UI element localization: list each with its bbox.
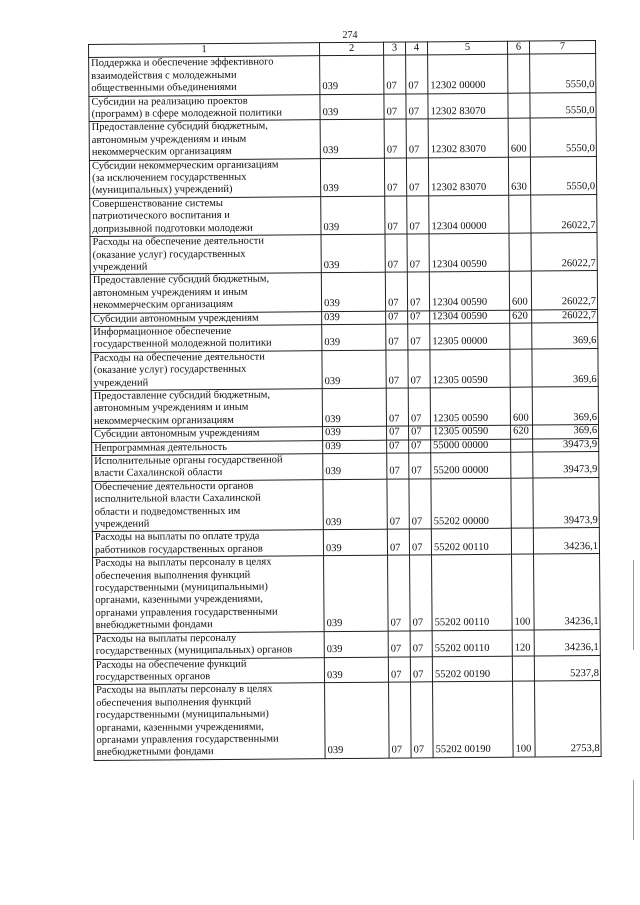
subsection-code: 07 <box>409 453 431 479</box>
amount-value: 2753,8 <box>535 681 602 757</box>
row-description <box>93 631 324 659</box>
table-row <box>93 554 601 633</box>
main-admin-code: 039 <box>323 453 387 479</box>
description-line: Расходы на выплаты персоналу <box>95 632 237 645</box>
main-admin-code: 039 <box>322 388 386 427</box>
column-header: 2 <box>319 42 383 56</box>
description-line: учреждений <box>94 518 150 530</box>
table-row <box>91 386 598 428</box>
description-line: государственных (муниципальных) органов <box>95 644 293 658</box>
expense-type-code <box>509 233 531 271</box>
description-line: некоммерческим организациям <box>93 414 234 427</box>
scan-edge-line <box>633 780 634 840</box>
description-line: Расходы на выплаты персоналу в целях <box>95 556 272 570</box>
main-admin-code: 039 <box>321 196 385 235</box>
amount-value: 369,6 <box>532 348 598 387</box>
subsection-code: 07 <box>407 196 429 234</box>
row-description <box>94 683 326 760</box>
expense-type-code <box>511 439 533 453</box>
main-admin-code: 039 <box>320 120 384 159</box>
table-row <box>92 452 599 482</box>
description-line: Исполнительные органы государственной <box>94 454 283 467</box>
table-row <box>90 271 597 313</box>
target-article-code: 55202 00110 <box>432 554 513 630</box>
section-code: 07 <box>387 426 409 440</box>
description-line: Субсидии автономным учреждениям <box>93 312 259 325</box>
main-admin-code: 039 <box>323 479 387 530</box>
main-admin-code: 039 <box>324 657 388 683</box>
table-row <box>89 156 596 198</box>
amount-value: 39473,9 <box>533 452 599 478</box>
description-line: Субсидии автономным учреждениям <box>94 427 260 441</box>
description-line: органами управления государственными <box>96 733 279 746</box>
description-line: Расходы на выплаты по оплате труда <box>94 531 260 544</box>
row-description <box>89 94 320 122</box>
description-line: внебюджетными фондами <box>95 619 213 632</box>
description-line: Предоставление субсидий бюджетным, <box>93 389 271 402</box>
row-description <box>89 56 320 96</box>
description-line: государственной молодежной политики <box>93 337 272 351</box>
expense-type-code: 600 <box>508 118 530 156</box>
table-row <box>93 655 600 685</box>
section-code: 07 <box>388 555 411 631</box>
description-line: органами, казенными учреждениями, <box>95 594 263 607</box>
row-description <box>93 556 325 633</box>
description-line: (программ) в сфере молодежной политики <box>91 107 283 121</box>
amount-value: 369,6 <box>533 425 599 439</box>
column-header: 6 <box>507 41 529 55</box>
subsection-code: 07 <box>409 426 431 440</box>
main-admin-code: 039 <box>322 350 386 389</box>
row-description <box>92 530 323 558</box>
row-description <box>91 350 322 390</box>
column-header: 3 <box>383 42 405 56</box>
table-row <box>89 92 596 122</box>
amount-value: 369,6 <box>532 386 598 425</box>
description-line: (за исключением государственных <box>92 171 247 185</box>
target-article-code: 12305 00590 <box>430 387 510 426</box>
description-line: работников государственных органов <box>94 543 263 556</box>
expense-type-code <box>509 195 531 233</box>
amount-value: 34236,1 <box>534 629 600 655</box>
description-line: Расходы на обеспечение деятельности <box>92 235 264 249</box>
target-article-code: 12302 83070 <box>428 157 508 196</box>
description-line: (муниципальных) учреждений) <box>92 184 233 197</box>
main-admin-code: 039 <box>323 530 387 556</box>
subsection-code: 07 <box>407 272 429 310</box>
amount-value: 34236,1 <box>534 554 601 630</box>
table-row <box>92 528 599 558</box>
description-line: Расходы на выплаты персоналу в целях <box>96 683 273 697</box>
main-admin-code: 039 <box>325 682 390 758</box>
subsection-code: 07 <box>410 555 433 631</box>
section-code: 07 <box>389 682 412 758</box>
table-row <box>90 194 597 236</box>
row-description <box>92 454 323 482</box>
section-code: 07 <box>385 196 407 234</box>
description-line: автономным учреждениям и иным <box>92 286 248 299</box>
expense-type-code: 100 <box>513 681 536 757</box>
amount-value: 39473,9 <box>533 477 599 528</box>
expense-type-code: 100 <box>512 554 535 630</box>
section-code: 07 <box>386 350 408 388</box>
target-article-code: 55202 00190 <box>432 656 512 682</box>
target-article-code: 12302 83070 <box>428 119 508 158</box>
target-article-code: 12304 00000 <box>429 195 509 234</box>
amount-value: 5237,8 <box>534 655 600 681</box>
description-line: (оказание услуг) государственных <box>92 248 246 261</box>
description-line: некоммерческим организациям <box>91 146 232 159</box>
expense-type-code <box>508 54 530 92</box>
amount-value: 5550,0 <box>530 156 596 195</box>
column-header: 1 <box>89 43 320 58</box>
table-body <box>89 54 602 760</box>
expense-type-code <box>508 93 530 119</box>
column-header: 5 <box>427 41 507 55</box>
section-code: 07 <box>388 631 410 657</box>
main-admin-code: 039 <box>320 158 384 197</box>
target-article-code: 12304 00590 <box>429 233 509 272</box>
description-line: государственными (муниципальными) <box>96 708 269 722</box>
subsection-code: 07 <box>406 157 428 195</box>
amount-value: 26022,7 <box>532 309 598 323</box>
expense-type-code: 620 <box>511 425 533 439</box>
description-line: Субсидии на реализацию проектов <box>91 95 248 108</box>
table-row <box>93 629 600 659</box>
description-line: автономным учреждениям и иным <box>93 402 249 415</box>
description-line: патриотического воспитания и <box>92 210 230 223</box>
description-line: учреждений <box>92 261 148 273</box>
scan-edge-line <box>633 560 634 650</box>
expense-type-code <box>512 656 534 682</box>
target-article-code: 55202 00110 <box>432 630 512 656</box>
column-header: 4 <box>405 42 427 56</box>
target-article-code: 55202 00000 <box>431 478 511 529</box>
row-description <box>89 158 320 198</box>
section-code: 07 <box>384 119 406 157</box>
expense-type-code: 600 <box>509 271 531 309</box>
description-line: Предоставление субсидий бюджетным, <box>91 121 268 134</box>
subsection-code: 07 <box>408 388 430 426</box>
description-line: органами, казенными учреждениями, <box>96 721 264 734</box>
description-line: автономным учреждениям и иным <box>91 133 247 146</box>
row-description <box>91 325 322 353</box>
description-line: Субсидии некоммерческим организациям <box>91 159 279 172</box>
description-line: Информационное обеспечение <box>93 325 232 338</box>
main-admin-code: 039 <box>322 324 386 350</box>
section-code: 07 <box>387 479 409 530</box>
subsection-code: 07 <box>409 529 431 555</box>
description-line: Поддержка и обеспечение эффективного <box>91 56 274 70</box>
expense-type-code: 620 <box>510 310 532 324</box>
table-row <box>94 681 602 760</box>
subsection-code: 07 <box>406 55 428 93</box>
amount-value: 26022,7 <box>531 271 597 310</box>
description-line: органами управления государственными <box>95 606 278 619</box>
row-description <box>93 657 324 685</box>
section-code: 07 <box>384 158 406 196</box>
subsection-code: 07 <box>406 93 428 119</box>
expense-type-code <box>510 323 532 349</box>
section-code: 07 <box>388 656 410 682</box>
table-row <box>90 233 597 275</box>
amount-value: 26022,7 <box>531 233 597 272</box>
description-line: обеспечения выполнения функций <box>95 569 251 582</box>
budget-table-wrapper <box>88 40 602 761</box>
target-article-code: 55202 00110 <box>431 529 511 555</box>
main-admin-code: 039 <box>320 94 384 120</box>
amount-value: 26022,7 <box>531 194 597 233</box>
subsection-code: 07 <box>410 656 432 682</box>
section-code: 07 <box>384 55 406 93</box>
section-code: 07 <box>386 324 408 350</box>
expense-type-code: 120 <box>512 630 534 656</box>
main-admin-code: 039 <box>321 234 385 273</box>
description-line: обеспечения выполнения функций <box>96 696 252 709</box>
subsection-code: 07 <box>408 324 430 350</box>
section-code: 07 <box>386 388 408 426</box>
description-line: Предоставление субсидий бюджетным, <box>92 273 270 287</box>
expense-type-code: 630 <box>508 157 530 195</box>
description-line: общественными объединениями <box>91 82 237 95</box>
expense-type-code <box>511 452 533 478</box>
target-article-code: 55000 00000 <box>431 439 511 453</box>
row-description <box>90 197 321 237</box>
subsection-code: 07 <box>407 234 429 272</box>
section-code: 07 <box>387 440 409 454</box>
subsection-code: 07 <box>411 682 434 758</box>
row-description <box>91 389 322 429</box>
description-line: допризывной подготовки молодежи <box>92 222 253 235</box>
expense-type-code <box>511 478 533 529</box>
main-admin-code: 039 <box>324 555 389 631</box>
main-admin-code: 039 <box>322 311 386 325</box>
description-line: власти Сахалинской области <box>94 467 223 480</box>
description-line: Расходы на обеспечение деятельности <box>93 351 265 364</box>
section-code: 07 <box>385 234 407 272</box>
amount-value: 5550,0 <box>530 54 596 93</box>
main-admin-code: 039 <box>323 440 387 454</box>
subsection-code: 07 <box>408 310 430 324</box>
section-code: 07 <box>387 529 409 555</box>
description-line: (оказание услуг) государственных <box>93 363 247 377</box>
description-line: исполнительной власти Сахалинской <box>94 492 261 506</box>
description-line: Совершенствование системы <box>92 197 224 210</box>
target-article-code: 12305 00000 <box>430 323 510 349</box>
target-article-code: 12304 00590 <box>429 272 509 311</box>
row-description <box>89 120 320 160</box>
row-description <box>92 479 323 531</box>
expense-type-code: 600 <box>510 387 532 425</box>
amount-value: 369,6 <box>532 322 598 348</box>
section-code: 07 <box>385 272 407 310</box>
description-line: Расходы на обеспечение функций <box>95 658 247 671</box>
target-article-code: 12304 00590 <box>430 310 510 324</box>
main-admin-code: 039 <box>320 56 384 95</box>
description-line: Обеспечение деятельности органов <box>94 480 254 493</box>
subsection-code: 07 <box>409 479 431 530</box>
subsection-code: 07 <box>408 350 430 388</box>
description-line: области и подведомственных им <box>94 505 241 518</box>
description-line: некоммерческим организациям <box>93 298 234 312</box>
subsection-code: 07 <box>410 631 432 657</box>
section-code: 07 <box>384 94 406 120</box>
subsection-code: 07 <box>406 119 428 157</box>
table-row <box>91 348 598 390</box>
target-article-code: 12302 00000 <box>428 55 508 94</box>
table-row <box>91 322 598 352</box>
table-row <box>89 54 596 96</box>
amount-value: 39473,9 <box>533 438 599 452</box>
subsection-code: 07 <box>409 439 431 453</box>
column-header: 7 <box>529 41 595 55</box>
expense-type-code <box>510 349 532 387</box>
target-article-code: 12302 83070 <box>428 93 508 119</box>
row-description <box>90 235 321 275</box>
target-article-code: 12305 00590 <box>431 425 511 439</box>
description-line: государственных органов <box>95 670 211 683</box>
main-admin-code: 039 <box>321 272 385 311</box>
table-row <box>92 477 599 532</box>
section-code: 07 <box>386 311 408 325</box>
description-line: государственными (муниципальными) <box>95 581 268 595</box>
target-article-code: 55202 00190 <box>433 681 514 757</box>
description-line: Непрограммная деятельность <box>94 441 228 454</box>
amount-value: 34236,1 <box>533 528 599 554</box>
main-admin-code: 039 <box>324 631 388 657</box>
description-line: внебюджетными фондами <box>96 746 214 759</box>
row-description <box>90 273 321 313</box>
expense-type-code <box>511 528 533 554</box>
amount-value: 5550,0 <box>530 92 596 118</box>
page-number: 274 <box>342 30 358 41</box>
target-article-code: 55200 00000 <box>431 452 511 478</box>
target-article-code: 12305 00590 <box>430 349 510 388</box>
main-admin-code: 039 <box>323 426 387 440</box>
description-line: взаимодействия с молодежными <box>91 69 237 82</box>
section-code: 07 <box>387 453 409 479</box>
table-row <box>89 118 596 160</box>
budget-table <box>88 40 602 761</box>
amount-value: 5550,0 <box>530 118 596 157</box>
description-line: учреждений <box>93 377 149 389</box>
